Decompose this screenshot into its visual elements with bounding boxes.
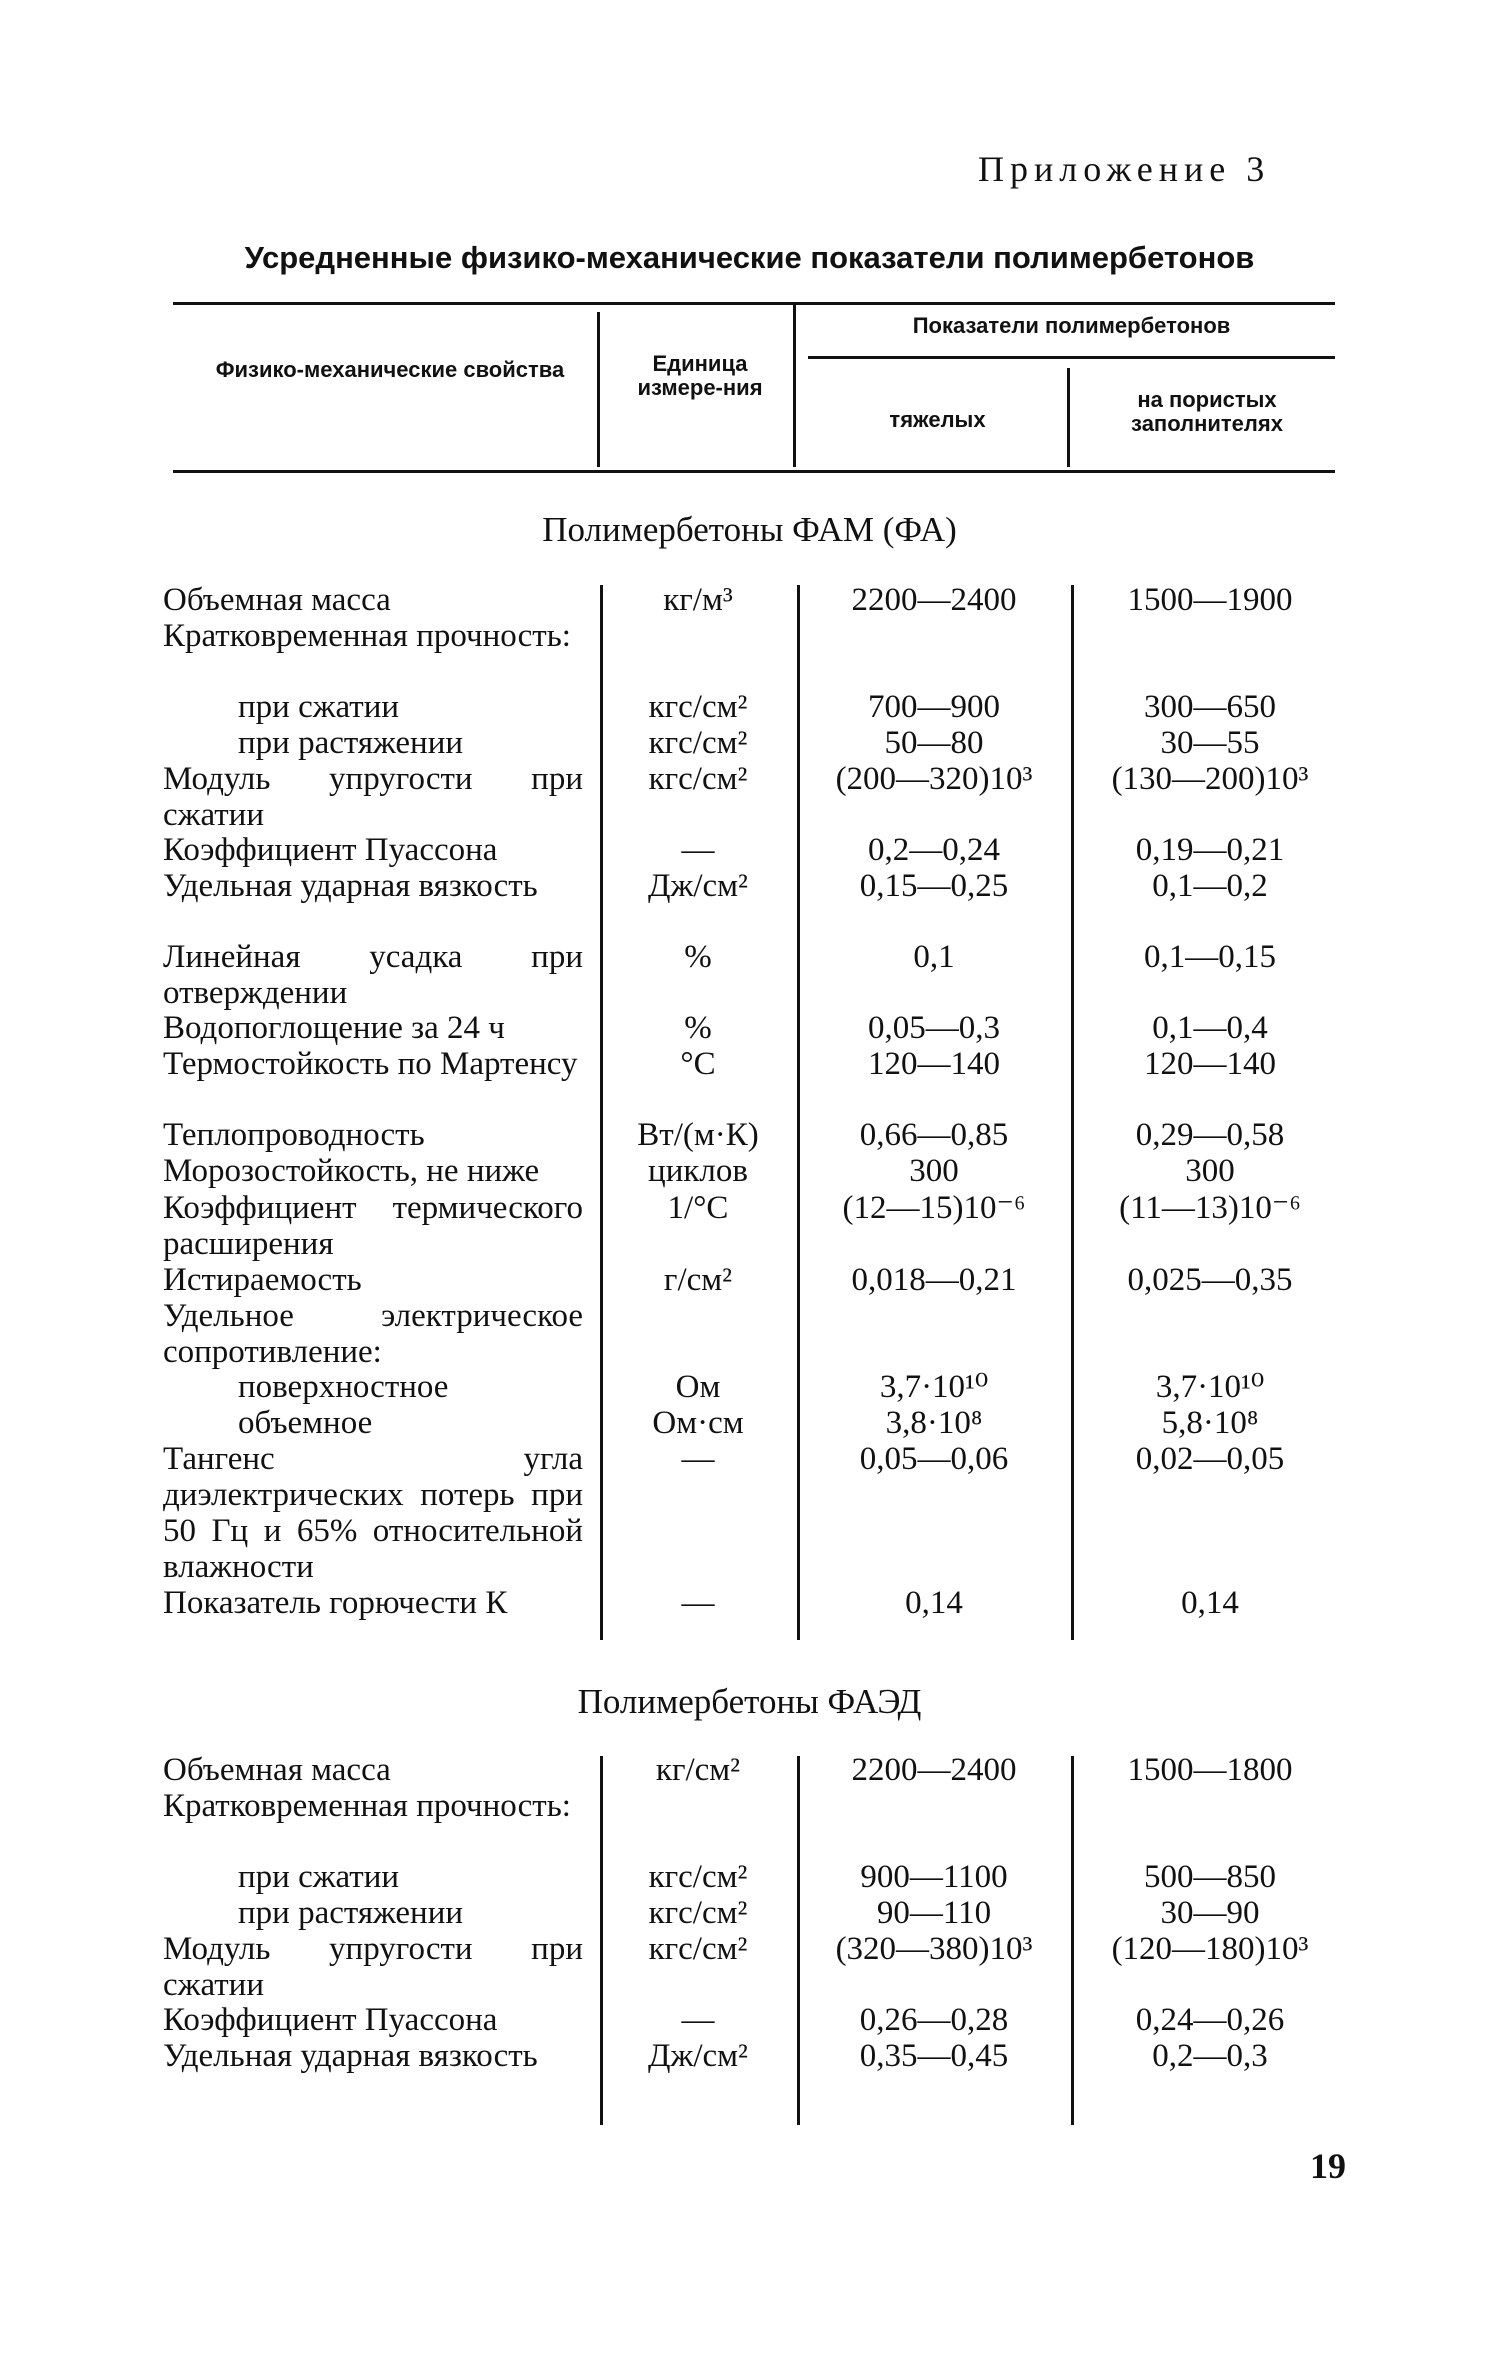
heavy-value: 120—140 — [868, 1046, 1000, 1082]
unit-cell: — — [681, 1441, 715, 1477]
heavy-value: 300 — [909, 1153, 959, 1189]
property-label: Модуль упругости при сжатии — [163, 1931, 583, 2003]
header-heavy: тяжелых — [889, 407, 986, 432]
property-label: при сжатии — [238, 1859, 400, 1895]
unit-cell: кгс/см² — [648, 1859, 748, 1895]
property-label: Теплопроводность — [163, 1117, 425, 1153]
property-label: Коэффициент Пуассона — [163, 832, 498, 868]
heavy-value: 0,2—0,24 — [868, 832, 1000, 868]
heavy-value: 0,66—0,85 — [859, 1117, 1009, 1153]
porous-value: 30—55 — [1160, 725, 1260, 761]
header-indicators: Показатели полимербетонов — [912, 313, 1231, 338]
property-label: поверхностное — [238, 1369, 449, 1405]
header-divider-porous — [1067, 368, 1070, 467]
porous-value: (130—200)10³ — [1111, 761, 1309, 797]
porous-value: 0,24—0,26 — [1135, 2002, 1285, 2038]
unit-cell: кг/см² — [655, 1752, 741, 1788]
section-title-faed: Полимербетоны ФАЭД — [577, 1682, 922, 1721]
header-property: Физико-механические свойства — [215, 357, 565, 382]
property-label: Кратковременная прочность: — [163, 1788, 571, 1824]
property-label: Линейная усадка при отверждении — [163, 939, 583, 1011]
heavy-value: 0,05—0,3 — [868, 1010, 1000, 1046]
unit-cell: 1/°С — [667, 1190, 729, 1226]
unit-cell: Ом — [675, 1369, 721, 1405]
unit-cell: % — [684, 939, 712, 975]
porous-value: 0,1—0,15 — [1144, 939, 1276, 975]
porous-value: 0,1—0,2 — [1152, 868, 1268, 904]
heavy-value: 3,7·10¹⁰ — [879, 1369, 989, 1405]
unit-cell: Дж/см² — [648, 2038, 748, 2074]
porous-value: 1500—1900 — [1127, 582, 1293, 618]
property-label: Удельное электрическое сопротивление: — [163, 1298, 583, 1370]
property-label: Истираемость — [163, 1262, 362, 1298]
heavy-value: 2200—2400 — [851, 1752, 1017, 1788]
header-porous: на пористых заполнителях — [1131, 387, 1283, 436]
page-number: 19 — [1310, 2146, 1346, 2186]
heavy-value: 0,35—0,45 — [859, 2038, 1009, 2074]
unit-cell: Дж/см² — [648, 868, 748, 904]
heavy-value: 0,14 — [905, 1585, 963, 1621]
porous-value: 0,02—0,05 — [1135, 1441, 1285, 1477]
appendix-label: Приложение 3 — [978, 149, 1271, 189]
document-title: Усредненные физико-механические показатели полимербетонов — [244, 240, 1255, 275]
heavy-value: 0,26—0,28 — [859, 2002, 1009, 2038]
porous-value: 0,2—0,3 — [1152, 2038, 1268, 2074]
porous-value: 300—650 — [1144, 689, 1276, 725]
section-title-fam: Полимербетоны ФАМ (ФА) — [542, 510, 957, 549]
porous-value: 5,8·10⁸ — [1161, 1405, 1259, 1441]
porous-value: (11—13)10⁻⁶ — [1119, 1190, 1301, 1226]
unit-cell: кгс/см² — [648, 689, 748, 725]
header-divider-values — [793, 302, 796, 467]
property-label: Удельная ударная вязкость — [163, 2038, 538, 2074]
header-top-rule — [173, 302, 1335, 305]
porous-value: 30—90 — [1160, 1895, 1260, 1931]
porous-value: 300 — [1185, 1153, 1235, 1189]
property-label: Коэффициент Пуассона — [163, 2002, 498, 2038]
unit-cell: Вт/(м·К) — [637, 1117, 759, 1153]
unit-cell: Ом·см — [652, 1405, 744, 1441]
property-label: Коэффициент термического расширения — [163, 1190, 583, 1262]
heavy-value: 2200—2400 — [851, 582, 1017, 618]
heavy-value: (200—320)10³ — [835, 761, 1033, 797]
property-label: Кратковременная прочность: — [163, 618, 571, 654]
heavy-value: 0,1 — [913, 939, 955, 975]
header-unit: Единица измере-ния — [637, 351, 763, 400]
heavy-value: 0,05—0,06 — [859, 1441, 1009, 1477]
heavy-value: 3,8·10⁸ — [885, 1405, 983, 1441]
porous-value: (120—180)10³ — [1111, 1931, 1309, 1967]
property-label: Показатель горючести К — [163, 1585, 508, 1621]
property-label: Водопоглощение за 24 ч — [163, 1010, 505, 1046]
property-label: Термостойкость по Мартенсу — [163, 1046, 578, 1082]
unit-cell: кгс/см² — [648, 1895, 748, 1931]
property-label: при растяжении — [238, 1895, 464, 1931]
property-label: Модуль упругости при сжатии — [163, 761, 583, 833]
unit-cell: г/см² — [663, 1262, 733, 1298]
porous-value: 0,29—0,58 — [1135, 1117, 1285, 1153]
property-label: Объемная масса — [163, 1752, 391, 1788]
property-label: Тангенс угла диэлектрических потерь при 50 Гц и 65% относительной влажности — [163, 1441, 583, 1585]
header-divider-unit — [597, 312, 600, 467]
property-label: Морозостойкость, не ниже — [163, 1153, 540, 1189]
porous-value: 120—140 — [1144, 1046, 1276, 1082]
property-label: при сжатии — [238, 689, 400, 725]
heavy-value: 90—110 — [876, 1895, 992, 1931]
porous-value: 0,025—0,35 — [1127, 1262, 1293, 1298]
heavy-value: (320—380)10³ — [835, 1931, 1033, 1967]
header-mid-rule — [808, 356, 1335, 359]
unit-cell: кгс/см² — [648, 725, 748, 761]
unit-cell: °С — [680, 1046, 716, 1082]
property-label: Удельная ударная вязкость — [163, 868, 538, 904]
porous-value: 0,19—0,21 — [1135, 832, 1285, 868]
heavy-value: 900—1100 — [860, 1859, 1008, 1895]
porous-value: 0,1—0,4 — [1152, 1010, 1268, 1046]
property-label: при растяжении — [238, 725, 464, 761]
porous-value: 0,14 — [1181, 1585, 1239, 1621]
unit-cell: % — [684, 1010, 712, 1046]
unit-cell: — — [681, 2002, 715, 2038]
heavy-value: (12—15)10⁻⁶ — [842, 1190, 1026, 1226]
porous-value: 500—850 — [1144, 1859, 1276, 1895]
header-bottom-rule — [173, 470, 1335, 473]
unit-cell: циклов — [648, 1153, 748, 1189]
property-label: объемное — [238, 1405, 373, 1441]
porous-value: 1500—1800 — [1127, 1752, 1293, 1788]
unit-cell: — — [681, 1585, 715, 1621]
property-label: Объемная масса — [163, 582, 391, 618]
unit-cell: кгс/см² — [648, 1931, 748, 1967]
unit-cell: — — [681, 832, 715, 868]
unit-cell: кгс/см² — [648, 761, 748, 797]
heavy-value: 0,15—0,25 — [859, 868, 1009, 904]
heavy-value: 50—80 — [884, 725, 984, 761]
heavy-value: 0,018—0,21 — [851, 1262, 1017, 1298]
heavy-value: 700—900 — [868, 689, 1000, 725]
porous-value: 3,7·10¹⁰ — [1155, 1369, 1265, 1405]
unit-cell: кг/м³ — [663, 582, 733, 618]
